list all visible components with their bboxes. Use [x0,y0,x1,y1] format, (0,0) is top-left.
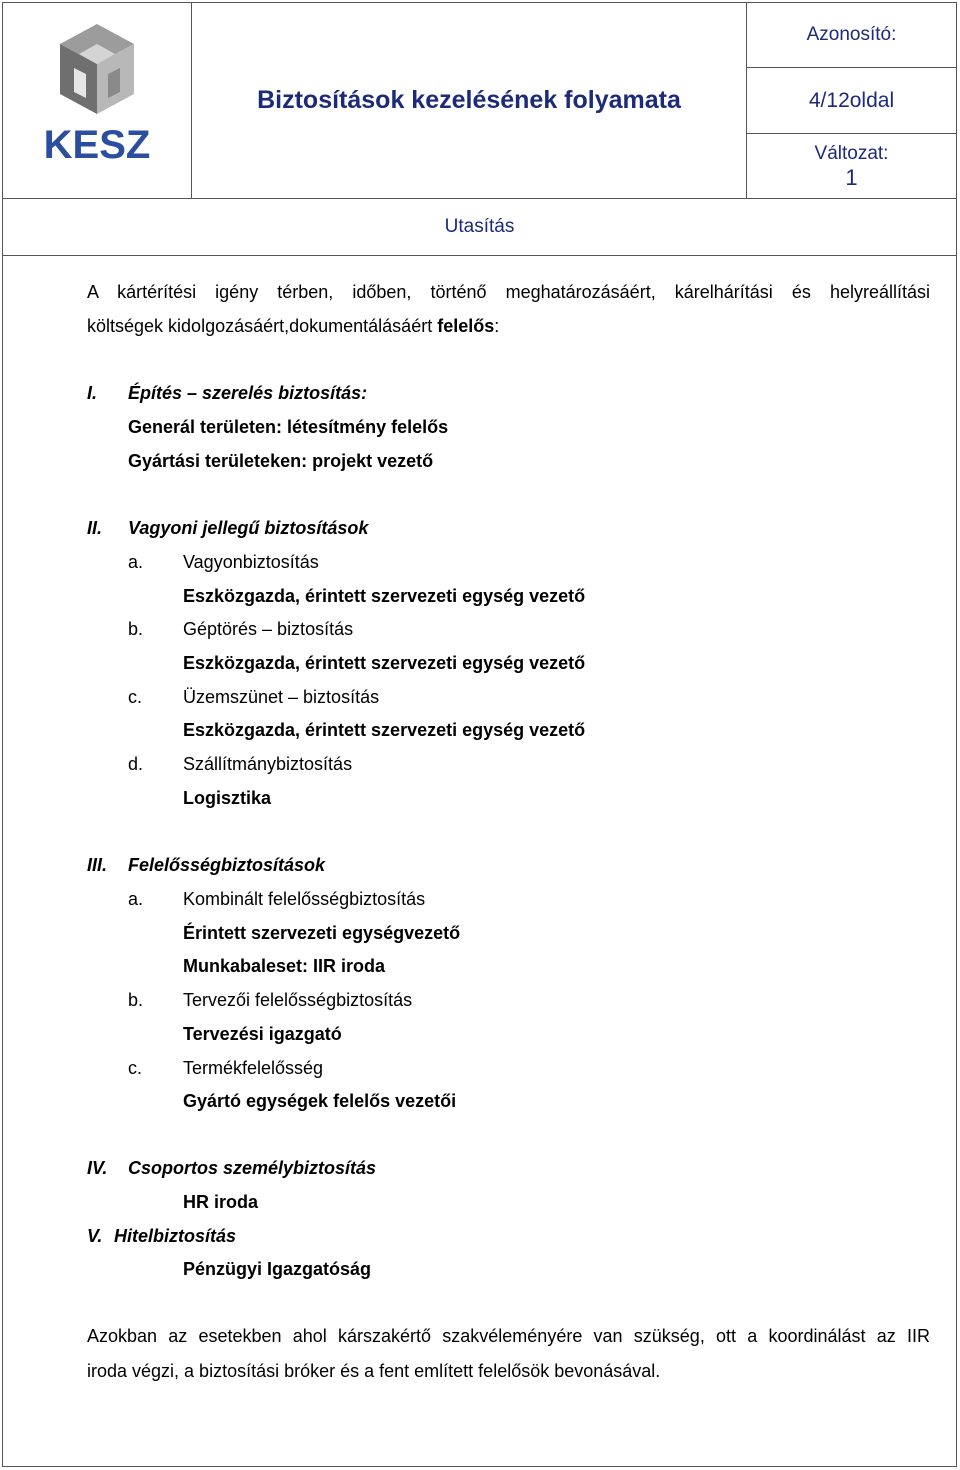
section-3-item-letter: c. [128,1058,143,1078]
section-2-item-name: Vagyonbiztosítás [183,552,319,572]
intro-line-2 [87,316,499,337]
section-2-item-name: Üzemszünet – biztosítás [183,687,380,707]
logo-cell [3,3,192,199]
section-1-title: Építés – szerelés biztosítás: [128,383,368,403]
intro-responsible: felelős [437,316,495,336]
intro-colon: : [494,316,500,336]
section-2-item-responsible: Logisztika [183,788,272,808]
logo-text: KESZ [43,123,151,167]
intro-text: költségek kidolgozásáért,dokumentálásáért [87,316,433,336]
section-2-item-letter: a. [128,552,144,572]
section-3-number: III. [87,855,108,875]
section-3-item-responsible: Tervezési igazgató [183,1024,342,1044]
section-4-number: IV. [87,1158,108,1178]
section-2-item-name: Szállítmánybiztosítás [183,754,353,774]
section-3-item-name: Termékfelelősség [183,1058,324,1078]
section-2-item-name: Géptörés – biztosítás [183,619,354,639]
section-3-item-responsible: Gyártó egységek felelős vezetői [183,1091,457,1111]
section-5-title: Hitelbiztosítás [114,1226,237,1246]
version-number: 1 [845,165,858,190]
version-label: Változat: [814,143,889,164]
section-1-line-1: Generál területen: létesítmény felelős [128,417,449,437]
closing-line-1: Azokban az esetekben ahol kárszakértő szakvéleményére van szükség, ott a koordinálást az IIR [87,1326,930,1346]
section-2-item-letter: d. [128,754,144,774]
company-logo [22,18,172,178]
closing-line-2: iroda végzi, a biztosítási bróker és a fent említett felelősök bevonásával. [87,1361,661,1381]
intro-line-1: A kártérítési igény térben, időben, történő meghatározásáért, kárelhárítási és helyreállítási [87,282,930,302]
section-3-item-letter: b. [128,990,144,1010]
document-header [2,2,957,256]
section-3-title: Felelősségbiztosítások [128,855,326,875]
section-2-item-letter: b. [128,619,144,639]
section-2-number: II. [87,518,103,538]
section-3-item-name: Tervezői felelősségbiztosítás [183,990,413,1010]
section-2-item-responsible: Eszközgazda, érintett szervezeti egység vezető [183,586,586,606]
section-3-item-responsible: Érintett szervezeti egységvezető [183,923,461,943]
section-2-item-responsible: Eszközgazda, érintett szervezeti egység vezető [183,653,586,673]
section-2-item-responsible: Eszközgazda, érintett szervezeti egység vezető [183,720,586,740]
version-box [747,134,957,199]
section-3-item-name: Kombinált felelősségbiztosítás [183,889,426,909]
page-number: 4/12oldal [747,68,957,134]
section-3-item-responsible-2: Munkabaleset: IIR iroda [183,956,386,976]
section-3-item-letter: a. [128,889,144,909]
section-5-number: V. [87,1226,103,1246]
section-1-line-2: Gyártási területeken: projekt vezető [128,451,434,471]
section-4-title: Csoportos személybiztosítás [128,1158,377,1178]
identifier-label: Azonosító: [747,3,957,68]
section-2-title: Vagyoni jellegű biztosítások [128,518,369,538]
section-2-item-letter: c. [128,687,143,707]
document-title: Biztosítások kezelésének folyamata [192,3,747,199]
section-5-responsible: Pénzügyi Igazgatóság [183,1259,372,1279]
section-4-responsible: HR iroda [183,1192,259,1212]
section-label: Utasítás [3,199,957,256]
section-1-number: I. [87,383,98,403]
